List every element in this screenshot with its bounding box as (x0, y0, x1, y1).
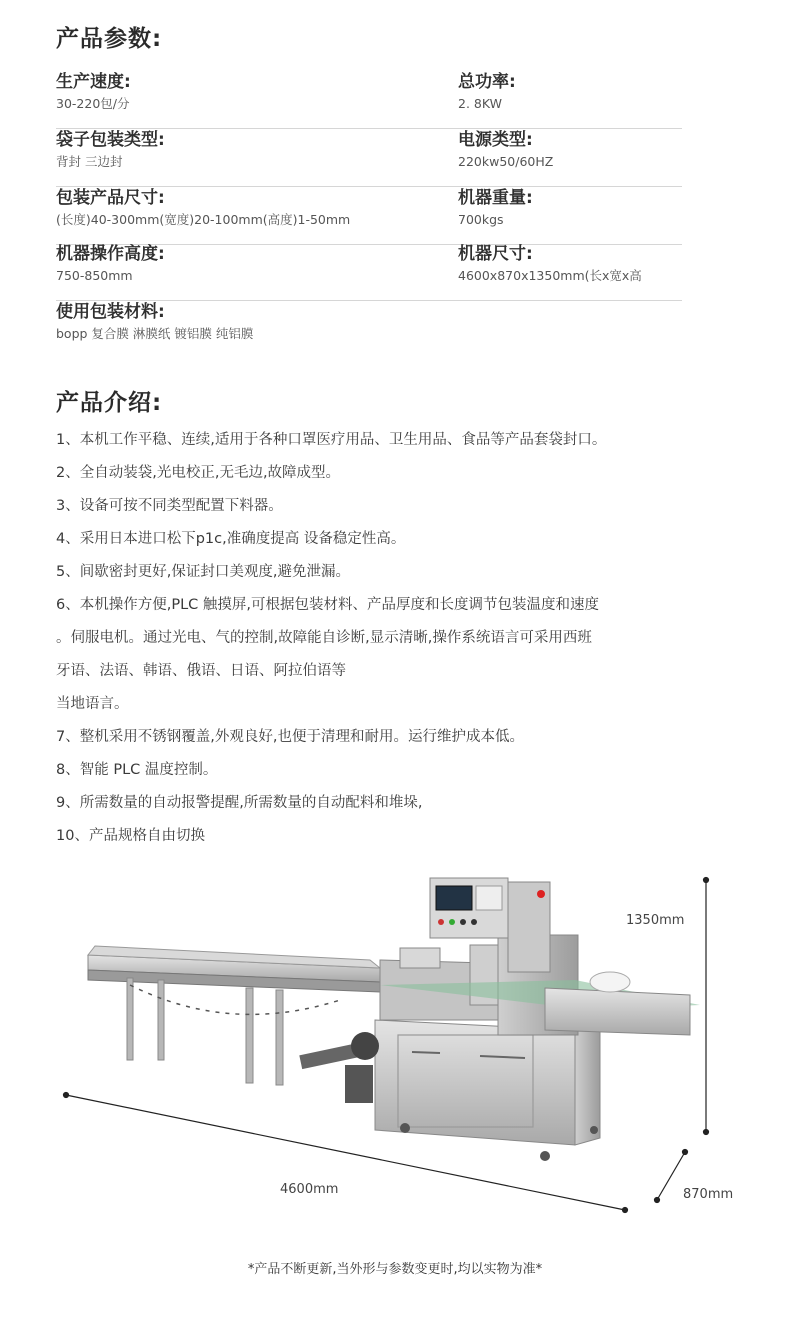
spec-row (56, 70, 682, 129)
spec-value: (长度)40-300mm(宽度)20-100mm(高度)1-50mm (56, 212, 351, 227)
intro-line: 5、间歇密封更好,保证封口美观度,避免泄漏。 (56, 564, 350, 580)
spec-value: 750-850mm (56, 268, 133, 283)
spec-machine-size (458, 242, 642, 286)
intro-section-title: 产品介绍: (56, 390, 163, 416)
spec-power (458, 70, 516, 114)
spec-power-supply (458, 128, 553, 172)
spec-label: 生产速度: (56, 72, 131, 92)
spec-label: 机器尺寸: (458, 244, 533, 264)
spec-label: 机器操作高度: (56, 244, 165, 264)
spec-operating-height (56, 242, 165, 286)
intro-line: 8、智能 PLC 温度控制。 (56, 762, 218, 778)
spec-value: bopp 复合膜 淋膜纸 镀铝膜 纯铝膜 (56, 326, 254, 341)
width-dimension-label: 870mm (683, 1187, 734, 1202)
length-dimension-label: 4600mm (280, 1182, 339, 1197)
intro-line: 牙语、法语、韩语、俄语、日语、阿拉伯语等 (56, 663, 346, 679)
intro-line: 2、全自动装袋,光电校正,无毛边,故障成型。 (56, 465, 341, 481)
intro-line: 1、本机工作平稳、连续,适用于各种口罩医疗用品、卫生用品、食品等产品套袋封口。 (56, 432, 607, 448)
spec-label: 使用包装材料: (56, 302, 165, 322)
intro-line: 10、产品规格自由切换 (56, 828, 205, 844)
spec-label: 包装产品尺寸: (56, 188, 165, 208)
spec-label: 总功率: (458, 72, 516, 92)
spec-value: 30-220包/分 (56, 96, 130, 111)
spec-label: 机器重量: (458, 188, 533, 208)
spec-materials (56, 300, 253, 344)
intro-line: 4、采用日本进口松下p1c,准确度提高 设备稳定性高。 (56, 531, 406, 547)
spec-value: 2. 8KW (458, 96, 502, 111)
film-roll-holder (299, 1032, 379, 1103)
intro-line: 6、本机操作方便,PLC 触摸屏,可根据包装材料、产品厚度和长度调节包装温度和速度 (56, 597, 599, 613)
spec-section-title: 产品参数: (56, 26, 163, 52)
spec-value: 4600x870x1350mm(长x宽x高 (458, 268, 642, 283)
height-dimension-label: 1350mm (626, 913, 685, 928)
spec-label: 袋子包装类型: (56, 130, 165, 150)
spec-row (56, 242, 682, 301)
infeed-conveyor (88, 946, 380, 1085)
spec-product-size (56, 186, 350, 230)
spec-row (56, 186, 682, 245)
intro-line: 3、设备可按不同类型配置下料器。 (56, 498, 283, 514)
footnote: *产品不断更新,当外形与参数变更时,均以实物为准* (247, 1262, 543, 1277)
intro-line: 7、整机采用不锈钢覆盖,外观良好,也便于清理和耐用。运行维护成本低。 (56, 729, 524, 745)
intro-line: 。伺服电机。通过光电、气的控制,故障能自诊断,显示清晰,操作系统语言可采用西班 (56, 630, 592, 646)
spec-value: 700kgs (458, 212, 504, 227)
spec-bag-type (56, 128, 165, 172)
intro-line: 9、所需数量的自动报警提醒,所需数量的自动配料和堆垛, (56, 795, 423, 811)
spec-value: 背封 三边封 (56, 154, 123, 169)
spec-weight (458, 186, 533, 230)
intro-line: 当地语言。 (56, 696, 129, 712)
spec-speed (56, 70, 131, 114)
spec-label: 电源类型: (458, 130, 533, 150)
spec-row (56, 300, 682, 358)
main-cabinet (375, 1020, 600, 1161)
spec-row (56, 128, 682, 187)
spec-value: 220kw50/60HZ (458, 154, 554, 169)
